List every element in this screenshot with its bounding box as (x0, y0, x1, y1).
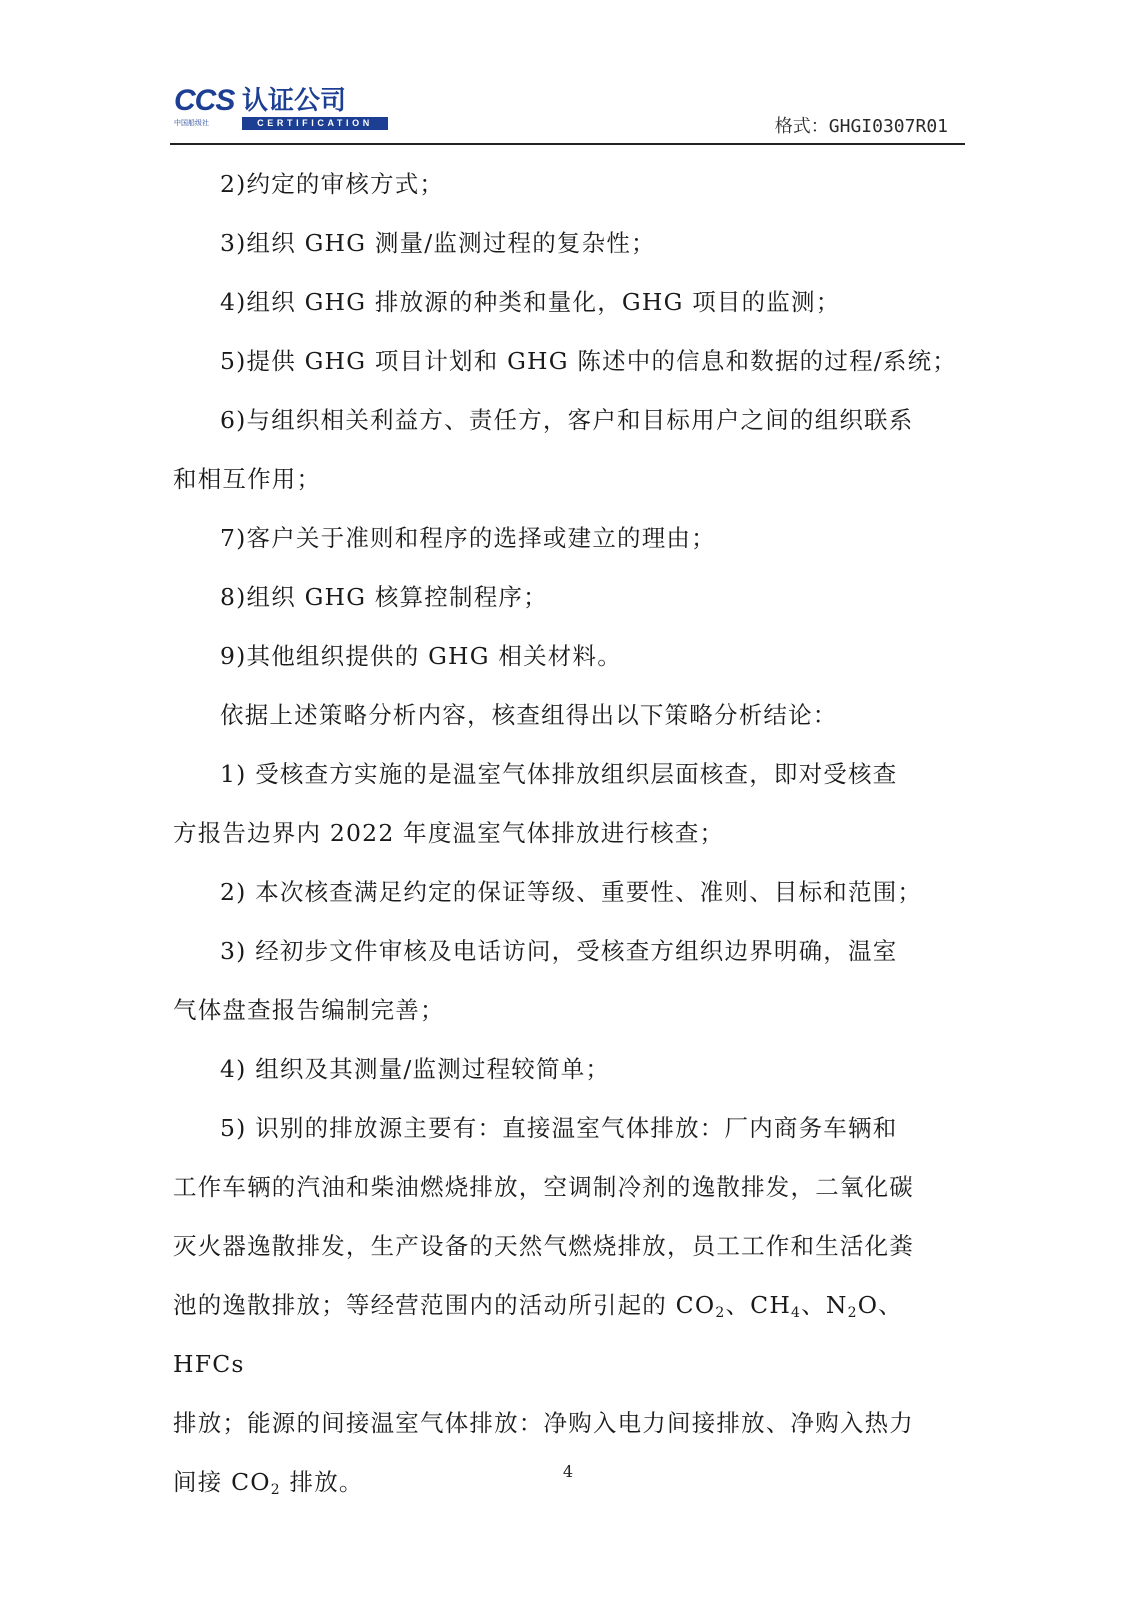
page-number: 4 (562, 1462, 574, 1481)
text-line: 5) 识别的排放源主要有：直接温室气体排放：厂内商务车辆和 (220, 1114, 898, 1142)
list-item: 4)组织 GHG 排放源的种类和量化，GHG 项目的监测； (220, 288, 841, 316)
logo-subtitle: 中国船级社 (174, 120, 209, 127)
text-line: 灭火器逸散排发，生产设备的天然气燃烧排放，员工工作和生活化粪 (173, 1232, 914, 1260)
subscript: 2 (715, 1305, 726, 1321)
text-line: 1) 受核查方实施的是温室气体排放组织层面核查，即对受核查 (220, 760, 898, 788)
header-divider (170, 143, 965, 145)
ccs-certification-logo (174, 86, 394, 132)
text-line: 方报告边界内 2022 年度温室气体排放进行核查； (173, 819, 725, 847)
text-line: 6)与组织相关利益方、责任方，客户和目标用户之间的组织联系 (220, 406, 914, 434)
subscript: 2 (270, 1482, 281, 1498)
text-segment: 、CH (725, 1291, 792, 1319)
conclusion-item: 4) 组织及其测量/监测过程较简单； (220, 1055, 611, 1083)
text-line (173, 1276, 966, 1394)
conclusion-item (173, 745, 966, 863)
list-item: 8)组织 GHG 核算控制程序； (220, 583, 548, 611)
conclusion-item (173, 1099, 966, 1512)
logo-ccs-text: CCS (174, 84, 235, 117)
text-line: 气体盘查报告编制完善； (173, 996, 445, 1024)
list-item: 5)提供 GHG 项目计划和 GHG 陈述中的信息和数据的过程/系统； (220, 347, 957, 375)
list-item (173, 391, 966, 509)
subscript: 4 (791, 1305, 802, 1321)
list-item: 9)其他组织提供的 GHG 相关材料。 (220, 642, 622, 670)
text-segment: 间接 CO (173, 1468, 271, 1496)
text-line: 工作车辆的汽油和柴油燃烧排放，空调制冷剂的逸散排发，二氧化碳 (173, 1173, 914, 1201)
conclusion-intro: 依据上述策略分析内容，核查组得出以下策略分析结论： (220, 701, 838, 729)
text-segment: O、HFCs (173, 1291, 903, 1378)
text-line: 排放；能源的间接温室气体排放：净购入电力间接排放、净购入热力 (173, 1409, 914, 1437)
logo-chinese-text: 认证公司 (242, 86, 347, 116)
text-segment: 、N (801, 1291, 848, 1319)
conclusion-item (173, 922, 966, 1040)
list-item: 3)组织 GHG 测量/监测过程的复杂性； (220, 229, 656, 257)
page-header (0, 0, 1136, 148)
text-line: 和相互作用； (173, 465, 322, 493)
conclusion-item: 2) 本次核查满足约定的保证等级、重要性、准则、目标和范围； (220, 878, 923, 906)
text-segment: 排放。 (280, 1468, 364, 1496)
list-item: 7)客户关于准则和程序的选择或建立的理由； (220, 524, 716, 552)
document-body (173, 155, 966, 1512)
text-segment: 池的逸散排放；等经营范围内的活动所引起的 CO (173, 1291, 716, 1319)
text-line: 3) 经初步文件审核及电话访问，受核查方组织边界明确，温室 (220, 937, 898, 965)
logo-certification-band: CERTIFICATION (242, 117, 388, 130)
list-item: 2)约定的审核方式； (220, 170, 445, 198)
subscript: 2 (847, 1305, 858, 1321)
format-code: 格式：GHGI0307R01 (774, 116, 948, 137)
